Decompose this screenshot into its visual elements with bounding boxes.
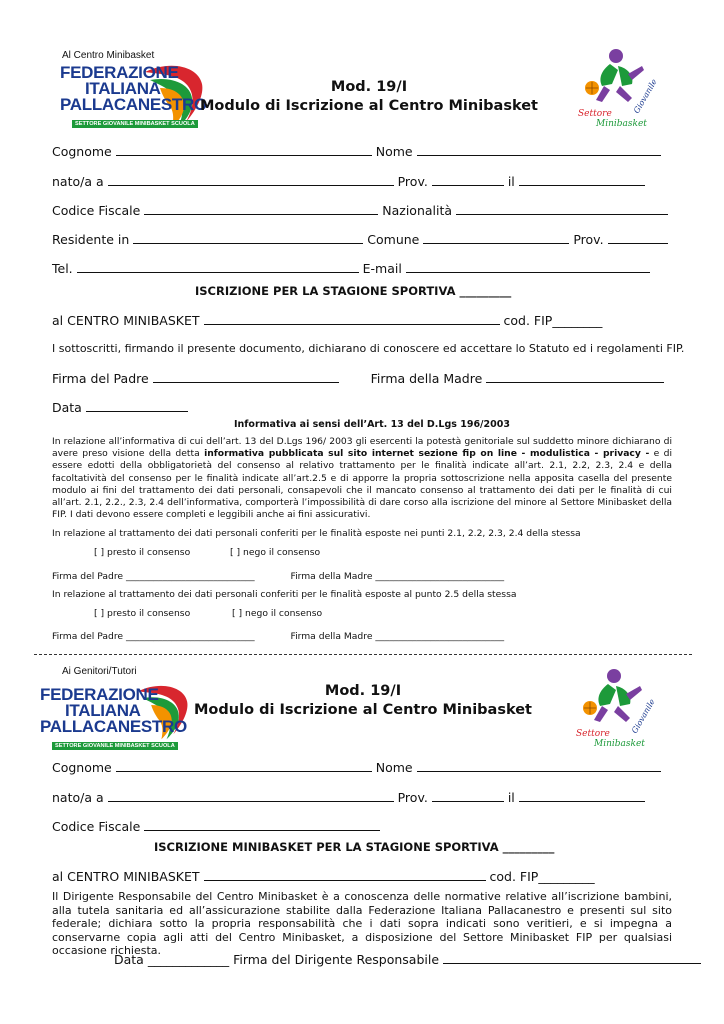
comune-label: Comune: [367, 232, 420, 247]
dirigente-text: Il Dirigente Responsabile del Centro Minibasket è a conoscenza delle normative relative all’iscrizione bambini, alla tutela sanitaria ed all’assicurazione stabilite dalla Federazione Italiana Pallacanestro e presenti sul sito federale; dichiara sotto la propria responsabilità che i dati sopra indicati sono veritieri, e si impegna a conservarne copia agli atti del Centro Minibasket, a disposizione del Settore Minibasket FIP per qualsiasi occasione richiesta.: [52, 890, 672, 958]
nego-checkbox-1[interactable]: [ ] nego il consenso: [230, 547, 321, 558]
cf-label-bottom: Codice Fiscale: [52, 819, 141, 834]
logo-caption: Al Centro Minibasket: [62, 50, 155, 61]
dirigente-firma-row: [114, 952, 701, 967]
cf-field[interactable]: [144, 214, 378, 215]
tel-field[interactable]: [77, 272, 359, 273]
prov2-label: Prov.: [573, 232, 604, 247]
svg-text:Settore: Settore: [578, 109, 612, 119]
firma-madre-small-1[interactable]: Firma della Madre ____________________________: [290, 571, 505, 582]
prov2-field[interactable]: [608, 243, 668, 244]
presto-checkbox-2[interactable]: [ ] presto il consenso: [94, 608, 191, 619]
privacy-paragraph-1: [52, 436, 672, 521]
cut-line: [34, 654, 692, 655]
nome-label-bottom: Nome: [375, 760, 413, 775]
residente-field[interactable]: [133, 243, 363, 244]
nato-label-bottom: nato/a a: [52, 790, 104, 805]
nato-row-bottom: [52, 790, 645, 805]
cognome-field-bottom[interactable]: [116, 771, 372, 772]
privacy-p1-a: In relazione all’informativa di cui dell’art. 13 del D.Lgs 196/ 2003 gli esercenti la potestà genitoriale sul suddetto minore dichiarano di avere preso visione della detta: [52, 436, 672, 460]
centro-label: al CENTRO MINIBASKET: [52, 313, 200, 328]
title-line-1: Mod. 19/I: [330, 79, 408, 95]
logo-line-3-bottom: PALLACANESTRO: [40, 717, 187, 736]
svg-text:Minibasket: Minibasket: [594, 739, 645, 749]
data-field[interactable]: [86, 411, 188, 412]
centro-row-bottom: [52, 869, 595, 884]
firma-padre-small-1[interactable]: Firma del Padre ____________________________: [52, 571, 255, 582]
centro-row-top: [52, 313, 602, 328]
residente-row: [52, 232, 668, 247]
cf-row: [52, 203, 668, 218]
nome-label: Nome: [375, 144, 413, 159]
cognome-label: Cognome: [52, 144, 112, 159]
codfip-label-bottom[interactable]: cod. FIP_________: [489, 869, 595, 884]
nazionalita-label: Nazionalità: [382, 203, 453, 218]
prov-field-bottom[interactable]: [432, 801, 504, 802]
codfip-label[interactable]: cod. FIP________: [503, 313, 603, 328]
il-label: il: [507, 174, 515, 189]
cf-row-bottom: [52, 819, 380, 834]
firma-small-row-1: [52, 571, 504, 583]
logo-band-bottom: SETTORE GIOVANILE MINIBASKET SCUOLA: [52, 742, 178, 750]
cognome-label-bottom: Cognome: [52, 760, 112, 775]
il-field[interactable]: [519, 185, 645, 186]
il-label-bottom: il: [507, 790, 515, 805]
form-title-top: [200, 78, 538, 116]
presto-checkbox-1[interactable]: [ ] presto il consenso: [94, 547, 191, 558]
firma-small-row-2: [52, 631, 504, 643]
nato-field[interactable]: [108, 185, 394, 186]
firma-dirigente-field[interactable]: [443, 963, 701, 964]
nazionalita-field[interactable]: [456, 214, 668, 215]
nome-field-bottom[interactable]: [417, 771, 661, 772]
consenso-row-2: [94, 608, 322, 620]
minibasket-logo-top: [572, 44, 668, 136]
privacy-heading: Informativa ai sensi dell’Art. 13 del D.Lgs 196/2003: [234, 419, 510, 430]
centro-field-bottom[interactable]: [204, 880, 486, 881]
cognome-row-bottom: [52, 760, 661, 775]
logo-caption-bottom: Ai Genitori/Tutori: [62, 666, 137, 677]
data-label-bottom[interactable]: Data _____________: [114, 952, 230, 967]
firma-padre-field[interactable]: [153, 382, 339, 383]
form-title-bottom: [194, 682, 532, 720]
iscrizione-heading-top: ISCRIZIONE PER LA STAGIONE SPORTIVA _________: [195, 284, 512, 298]
title-line-2: Modulo di Iscrizione al Centro Minibasket: [200, 98, 538, 114]
il-field-bottom[interactable]: [519, 801, 645, 802]
iscrizione-heading-bottom: ISCRIZIONE MINIBASKET PER LA STAGIONE SPORTIVA _________: [154, 840, 555, 854]
email-label: E-mail: [362, 261, 402, 276]
firma-madre-label: Firma della Madre: [370, 371, 483, 386]
privacy-paragraph-3: In relazione al trattamento dei dati personali conferiti per le finalità esposte al punto 2.5 della stessa: [52, 589, 517, 600]
logo-line-3: PALLACANESTRO: [60, 95, 207, 114]
tel-row: [52, 261, 650, 276]
prov-label-bottom: Prov.: [397, 790, 428, 805]
nego-checkbox-2[interactable]: [ ] nego il consenso: [232, 608, 323, 619]
privacy-p1-c: e di essere edotti della obbligatorietà del consenso al relativo trattamento per le finalità indicate all’art. 2.1, 2.2, 2.3, 2.4 e della facoltatività del consenso per le finalità indicate all’art.2.5 e di apporre la propria sottoscrizione nella apposita casella del presente modulo ai fini del trattamento dei dati personali, consapevoli che il mancato consenso al trattamento dei dati per le finalità di cui all’art. 2.1, 2.2., 2.3, 2.4 dell’informativa, comporterà l’impossibilità di dare corso alla iscrizione del minore al Settore Minibasket della FIP. I dati devono essere completi e leggibili anche ai fini assicurativi.: [52, 448, 672, 521]
logo-line-1-bottom: FEDERAZIONE: [40, 685, 159, 704]
svg-text:Settore: Settore: [576, 729, 610, 739]
logo-line-2-bottom: ITALIANA: [65, 701, 141, 720]
declaration-text: I sottoscritti, firmando il presente documento, dichiarano di conoscere ed accettare lo Statuto ed i regolamenti FIP.: [52, 342, 685, 355]
firma-padre-label: Firma del Padre: [52, 371, 149, 386]
logo-line-1: FEDERAZIONE: [60, 63, 179, 82]
data-row-top: [52, 400, 188, 415]
title-line-1-bottom: Mod. 19/I: [324, 683, 402, 699]
fip-logo-top: [54, 48, 212, 146]
cognome-field[interactable]: [116, 155, 372, 156]
fip-logo-bottom: [34, 664, 194, 760]
tel-label: Tel.: [52, 261, 73, 276]
cognome-row: [52, 144, 661, 159]
firma-padre-small-2[interactable]: Firma del Padre ____________________________: [52, 631, 255, 642]
prov-field[interactable]: [432, 185, 504, 186]
firma-dirigente-label: Firma del Dirigente Responsabile: [233, 952, 440, 967]
firma-madre-field[interactable]: [486, 382, 664, 383]
svg-text:Giovanile: Giovanile: [629, 697, 657, 735]
centro-field[interactable]: [204, 324, 500, 325]
nome-field[interactable]: [417, 155, 661, 156]
svg-text:Minibasket: Minibasket: [596, 119, 647, 129]
prov-label: Prov.: [397, 174, 428, 189]
email-field[interactable]: [406, 272, 650, 273]
firma-madre-small-2[interactable]: Firma della Madre ____________________________: [290, 631, 505, 642]
cf-label: Codice Fiscale: [52, 203, 141, 218]
firma-genitori-row: [52, 371, 664, 386]
minibasket-logo-bottom: [570, 664, 666, 756]
privacy-p1-b: informativa pubblicata sul sito internet sezione fip on line - modulistica - privacy -: [204, 448, 650, 460]
privacy-paragraph-2: In relazione al trattamento dei dati personali conferiti per le finalità esposte nei punti 2.1, 2.2, 2.3, 2.4 della stessa: [52, 528, 581, 539]
consenso-row-1: [94, 547, 320, 559]
centro-label-bottom: al CENTRO MINIBASKET: [52, 869, 200, 884]
comune-field[interactable]: [423, 243, 569, 244]
logo-band: SETTORE GIOVANILE MINIBASKET SCUOLA: [72, 120, 198, 128]
nato-field-bottom[interactable]: [108, 801, 394, 802]
cf-field-bottom[interactable]: [144, 830, 380, 831]
svg-text:Giovanile: Giovanile: [631, 77, 659, 115]
residente-label: Residente in: [52, 232, 130, 247]
data-label: Data: [52, 400, 82, 415]
title-line-2-bottom: Modulo di Iscrizione al Centro Minibasket: [194, 702, 532, 718]
logo-line-2: ITALIANA: [85, 79, 161, 98]
nato-label: nato/a a: [52, 174, 104, 189]
nato-row: [52, 174, 645, 189]
